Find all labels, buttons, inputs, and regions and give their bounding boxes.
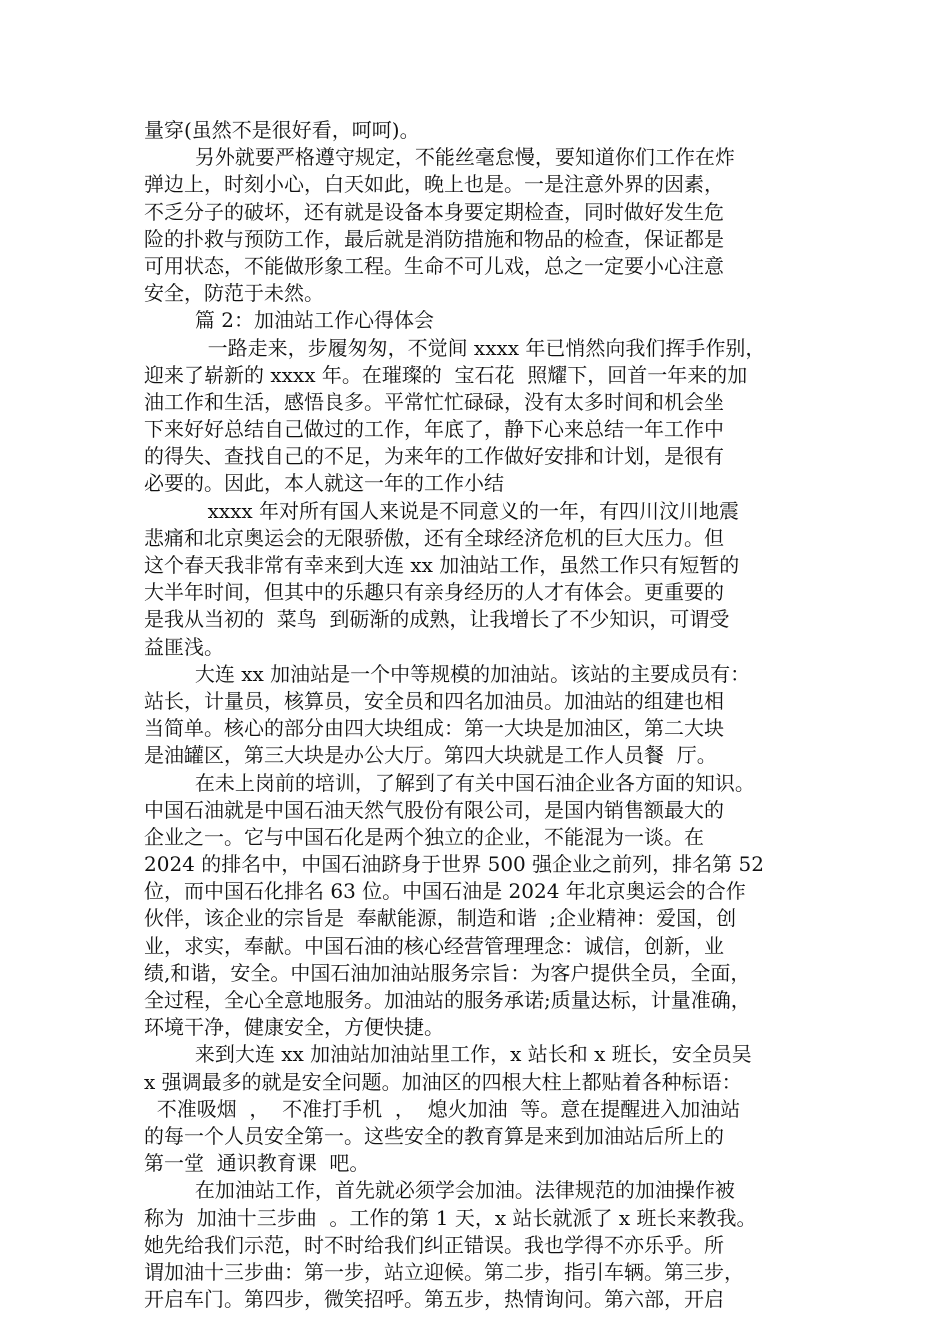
text-line: 站长，计量员，核算员，安全员和四名加油员。加油站的组建也相 bbox=[144, 688, 724, 713]
text-line: 必要的。因此，本人就这一年的工作小结 bbox=[144, 471, 504, 496]
text-line: 迎来了崭新的 xxxx 年。在璀璨的 宝石花 照耀下，回首一年来的加 bbox=[144, 362, 748, 387]
text-line: 险的扑救与预防工作，最后就是消防措施和物品的检查，保证都是 bbox=[144, 226, 724, 251]
text-line: 全过程，全心全意地服务。加油站的服务承诺;质量达标，计量准确， bbox=[144, 988, 751, 1012]
text-line: 当简单。核心的部分由四大块组成：第一大块是加油区，第二大块 bbox=[144, 716, 724, 741]
text-line: 在加油站工作，首先就必须学会加油。法律规范的加油操作被 bbox=[144, 1178, 735, 1203]
text-line: 安全，防范于未然。 bbox=[144, 281, 324, 306]
text-line: 业，求实，奉献。中国石油的核心经营管理理念：诚信，创新，业 bbox=[144, 933, 724, 958]
text-line: 位，而中国石化排名 63 位。中国石油是 2024 年北京奥运会的合作 bbox=[144, 879, 746, 904]
text-line: 益匪浅。 bbox=[144, 634, 224, 659]
text-line: 量穿(虽然不是很好看，呵呵)。 bbox=[144, 118, 420, 142]
text-line: 谓加油十三步曲：第一步，站立迎候。第二步，指引车辆。第三步， bbox=[144, 1259, 744, 1284]
text-line: 她先给我们示范，时不时给我们纠正错误。我也学得不亦乐乎。所 bbox=[144, 1232, 724, 1257]
text-line: 绩,和谐，安全。中国石油加油站服务宗旨：为客户提供全员，全面， bbox=[144, 960, 751, 985]
document-body bbox=[144, 117, 812, 1313]
text-line: 是油罐区，第三大块是办公大厅。第四大块就是工作人员餐 厅。 bbox=[144, 743, 717, 768]
text-line: 一路走来，步履匆匆，不觉间 xxxx 年已悄然向我们挥手作别， bbox=[144, 335, 766, 360]
section-heading: 篇 2：加油站工作心得体会 bbox=[144, 308, 434, 333]
text-line: 另外就要严格遵守规定，不能丝毫怠慢，要知道你们工作在炸 bbox=[144, 145, 735, 170]
text-line: 大半年时间，但其中的乐趣只有亲身经历的人才有体会。更重要的 bbox=[144, 580, 724, 605]
text-line: 弹边上，时刻小心，白天如此，晚上也是。一是注意外界的因素， bbox=[144, 172, 724, 197]
text-line: 的每一个人员安全第一。这些安全的教育算是来到加油站后所上的 bbox=[144, 1123, 724, 1148]
text-line: 伙伴，该企业的宗旨是 奉献能源，制造和谐 ;企业精神：爱国，创 bbox=[144, 906, 737, 931]
text-line: 悲痛和北京奥运会的无限骄傲，还有全球经济危机的巨大压力。但 bbox=[144, 525, 724, 550]
text-line: 大连 xx 加油站是一个中等规模的加油站。该站的主要成员有： bbox=[144, 661, 751, 686]
text-line: x 强调最多的就是安全问题。加油区的四根大柱上都贴着各种标语： bbox=[144, 1069, 742, 1094]
text-line: 这个春天我非常有幸来到大连 xx 加油站工作，虽然工作只有短暂的 bbox=[144, 553, 740, 577]
text-line: 2024 的排名中，中国石油跻身于世界 500 强企业之前列，排名第 52 bbox=[144, 852, 764, 877]
text-line: 不乏分子的破坏，还有就是设备本身要定期检查，同时做好发生危 bbox=[144, 199, 724, 224]
text-line: 第一堂 通识教育课 吧。 bbox=[144, 1151, 370, 1176]
text-line: 油工作和生活，感悟良多。平常忙忙碌碌，没有太多时间和机会坐 bbox=[144, 389, 724, 414]
text-line: 下来好好总结自己做过的工作，年底了，静下心来总结一年工作中 bbox=[144, 417, 724, 442]
text-line: 的得失、查找自己的不足，为来年的工作做好安排和计划，是很有 bbox=[144, 444, 724, 469]
text-line: 来到大连 xx 加油站加油站里工作，x 站长和 x 班长，安全员吴 bbox=[144, 1042, 752, 1067]
text-line: 在未上岗前的培训，了解到了有关中国石油企业各方面的知识。 bbox=[144, 770, 755, 795]
text-line: xxxx 年对所有国人来说是不同意义的一年，有四川汶川地震 bbox=[144, 498, 740, 523]
text-line: 可用状态，不能做形象工程。生命不可儿戏，总之一定要小心注意 bbox=[144, 253, 724, 278]
text-line: 是我从当初的 菜鸟 到砺渐的成熟，让我增长了不少知识，可谓受 bbox=[144, 607, 730, 632]
text-line: 环境干净，健康安全，方便快捷。 bbox=[144, 1015, 444, 1040]
text-line: 称为 加油十三步曲 。工作的第 1 天，x 站长就派了 x 班长来教我。 bbox=[144, 1205, 757, 1230]
text-line: 中国石油就是中国石油天然气股份有限公司，是国内销售额最大的 bbox=[144, 797, 724, 822]
text-line: 开启车门。第四步，微笑招呼。第五步，热情询问。第六部，开启 bbox=[144, 1287, 724, 1312]
text-line: 不准吸烟 ， 不准打手机 ， 熄火加油 等。意在提醒进入加油站 bbox=[144, 1096, 741, 1121]
text-line: 企业之一。它与中国石化是两个独立的企业，不能混为一谈。在 bbox=[144, 824, 704, 849]
